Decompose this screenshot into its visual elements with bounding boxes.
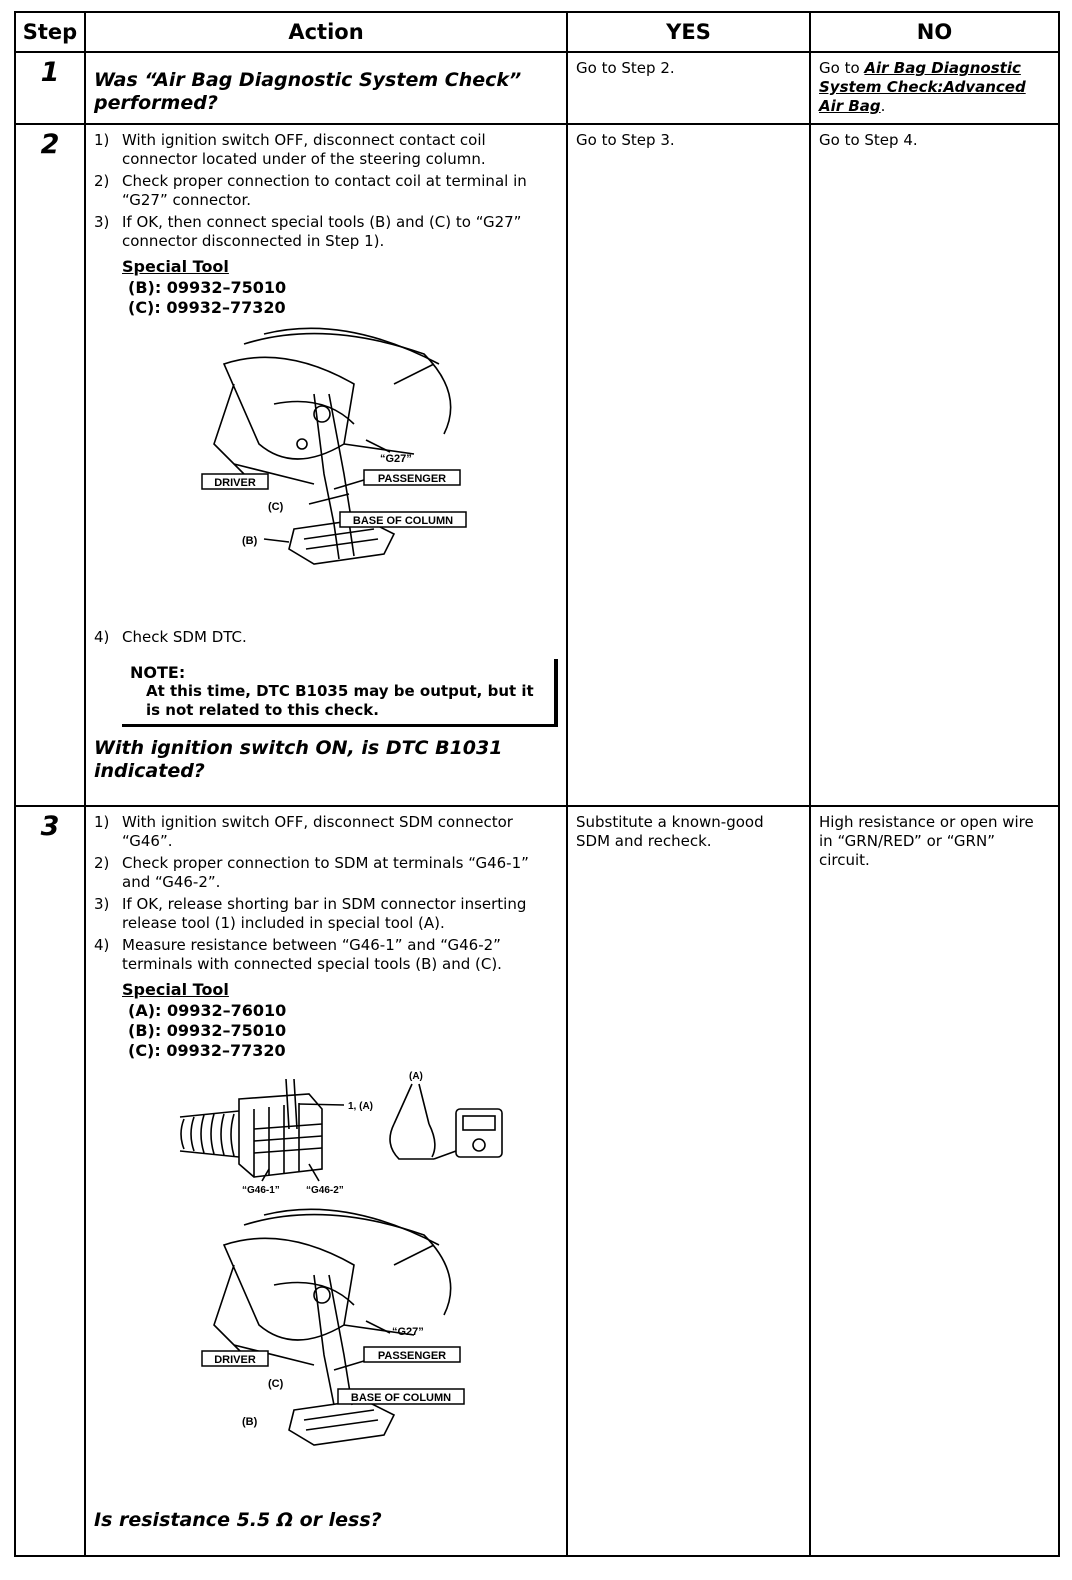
special-tool-c: (C): 09932–77320: [128, 298, 286, 317]
list-item: 2) Check proper connection to SDM at terminals “G46-1” and “G46-2”.: [94, 854, 529, 891]
special-tool-b: (B): 09932–75010: [128, 1021, 287, 1040]
step-question: Is resistance 5.5 Ω or less?: [94, 1509, 382, 1531]
no-prefix: Go to: [819, 59, 865, 77]
steering-column-figure: [94, 324, 558, 624]
step-number: 1: [40, 57, 60, 88]
yes-cell: [567, 124, 810, 806]
yes-text: Go to Step 3.: [576, 131, 675, 149]
label-g46-2: “G46-2”: [306, 1185, 344, 1196]
label-c: (C): [268, 501, 284, 513]
list-item: 4) Check SDM DTC.: [94, 628, 247, 646]
yes-text: Go to Step 2.: [576, 59, 675, 77]
label-g46-1: “G46-1”: [242, 1185, 280, 1196]
no-suffix: .: [880, 97, 886, 115]
table-row-step-1: [15, 52, 1059, 124]
special-tool-a: (A): 09932–76010: [128, 1001, 287, 1020]
label-driver: DRIVER: [214, 1354, 256, 1366]
action-cell: [85, 124, 567, 806]
instruction-list: [94, 131, 558, 251]
step-cell: [15, 124, 85, 806]
no-text: Go to Step 4.: [819, 131, 918, 149]
instruction-list: [94, 813, 558, 974]
label-a: (A): [409, 1071, 423, 1082]
label-passenger: PASSENGER: [377, 473, 447, 485]
list-item: 1) With ignition switch OFF, disconnect contact coil connector located under of the steering column.: [94, 131, 486, 168]
steering-column-figure-2: [94, 1205, 558, 1495]
yes-cell: [567, 806, 810, 1556]
table-row-step-3: [15, 806, 1059, 1556]
no-cell: [810, 52, 1059, 124]
special-tool-b: (B): 09932–75010: [128, 278, 287, 297]
yes-cell: [567, 52, 810, 124]
header-no: NO: [810, 12, 1059, 52]
list-item: 3) If OK, release shorting bar in SDM connector inserting release tool (1) included in special tool (A).: [94, 895, 527, 932]
action-cell: [85, 52, 567, 124]
table-row-step-2: [15, 124, 1059, 806]
no-text: High resistance or open wire in “GRN/RED” or “GRN” circuit.: [819, 813, 1034, 869]
label-passenger: PASSENGER: [377, 1350, 447, 1362]
note-box: [122, 659, 558, 727]
step-cell: [15, 52, 85, 124]
no-cell: [810, 124, 1059, 806]
list-item: 1) With ignition switch OFF, disconnect SDM connector “G46”.: [94, 813, 513, 850]
yes-text: Substitute a known-good SDM and recheck.: [576, 813, 764, 850]
special-tool-c: (C): 09932–77320: [128, 1041, 286, 1060]
label-1-a: 1, (A): [348, 1101, 373, 1112]
list-item: 4) Measure resistance between “G46-1” and “G46-2” terminals with connected special tools (B) and (C).: [94, 936, 502, 973]
sdm-connector-figure: [94, 1069, 558, 1199]
special-tool-heading: Special Tool: [122, 257, 229, 276]
step-question: With ignition switch ON, is DTC B1031 indicated?: [94, 737, 503, 782]
table-header-row: [15, 12, 1059, 52]
air-bag-diagnostic-link[interactable]: Air Bag Diagnostic System Check:Advanced Air Bag: [819, 59, 1026, 115]
step-number: 3: [40, 811, 60, 842]
step-question: Was “Air Bag Diagnostic System Check” performed?: [94, 69, 522, 114]
special-tool-heading: Special Tool: [122, 980, 229, 999]
list-item: 3) If OK, then connect special tools (B) and (C) to “G27” connector disconnected in Step 1).: [94, 213, 522, 250]
list-item: 2) Check proper connection to contact coil at terminal in “G27” connector.: [94, 172, 527, 209]
label-base-of-column: BASE OF COLUMN: [350, 1392, 452, 1404]
label-driver: DRIVER: [214, 477, 256, 489]
label-base-of-column: BASE OF COLUMN: [352, 515, 454, 527]
label-c: (C): [268, 1378, 284, 1390]
header-step: Step: [15, 12, 85, 52]
label-b: (B): [242, 535, 258, 547]
note-heading: NOTE:: [130, 663, 186, 682]
label-b: (B): [242, 1416, 258, 1428]
header-yes: YES: [567, 12, 810, 52]
instruction-list: [94, 628, 558, 647]
label-g27: “G27”: [380, 453, 412, 465]
header-action: Action: [85, 12, 567, 52]
label-g27: “G27”: [392, 1326, 424, 1338]
action-cell: [85, 806, 567, 1556]
step-number: 2: [40, 129, 60, 160]
step-cell: [15, 806, 85, 1556]
note-body: At this time, DTC B1035 may be output, but it is not related to this check.: [146, 682, 534, 719]
diagnostic-table: [14, 11, 1060, 1557]
no-cell: [810, 806, 1059, 1556]
